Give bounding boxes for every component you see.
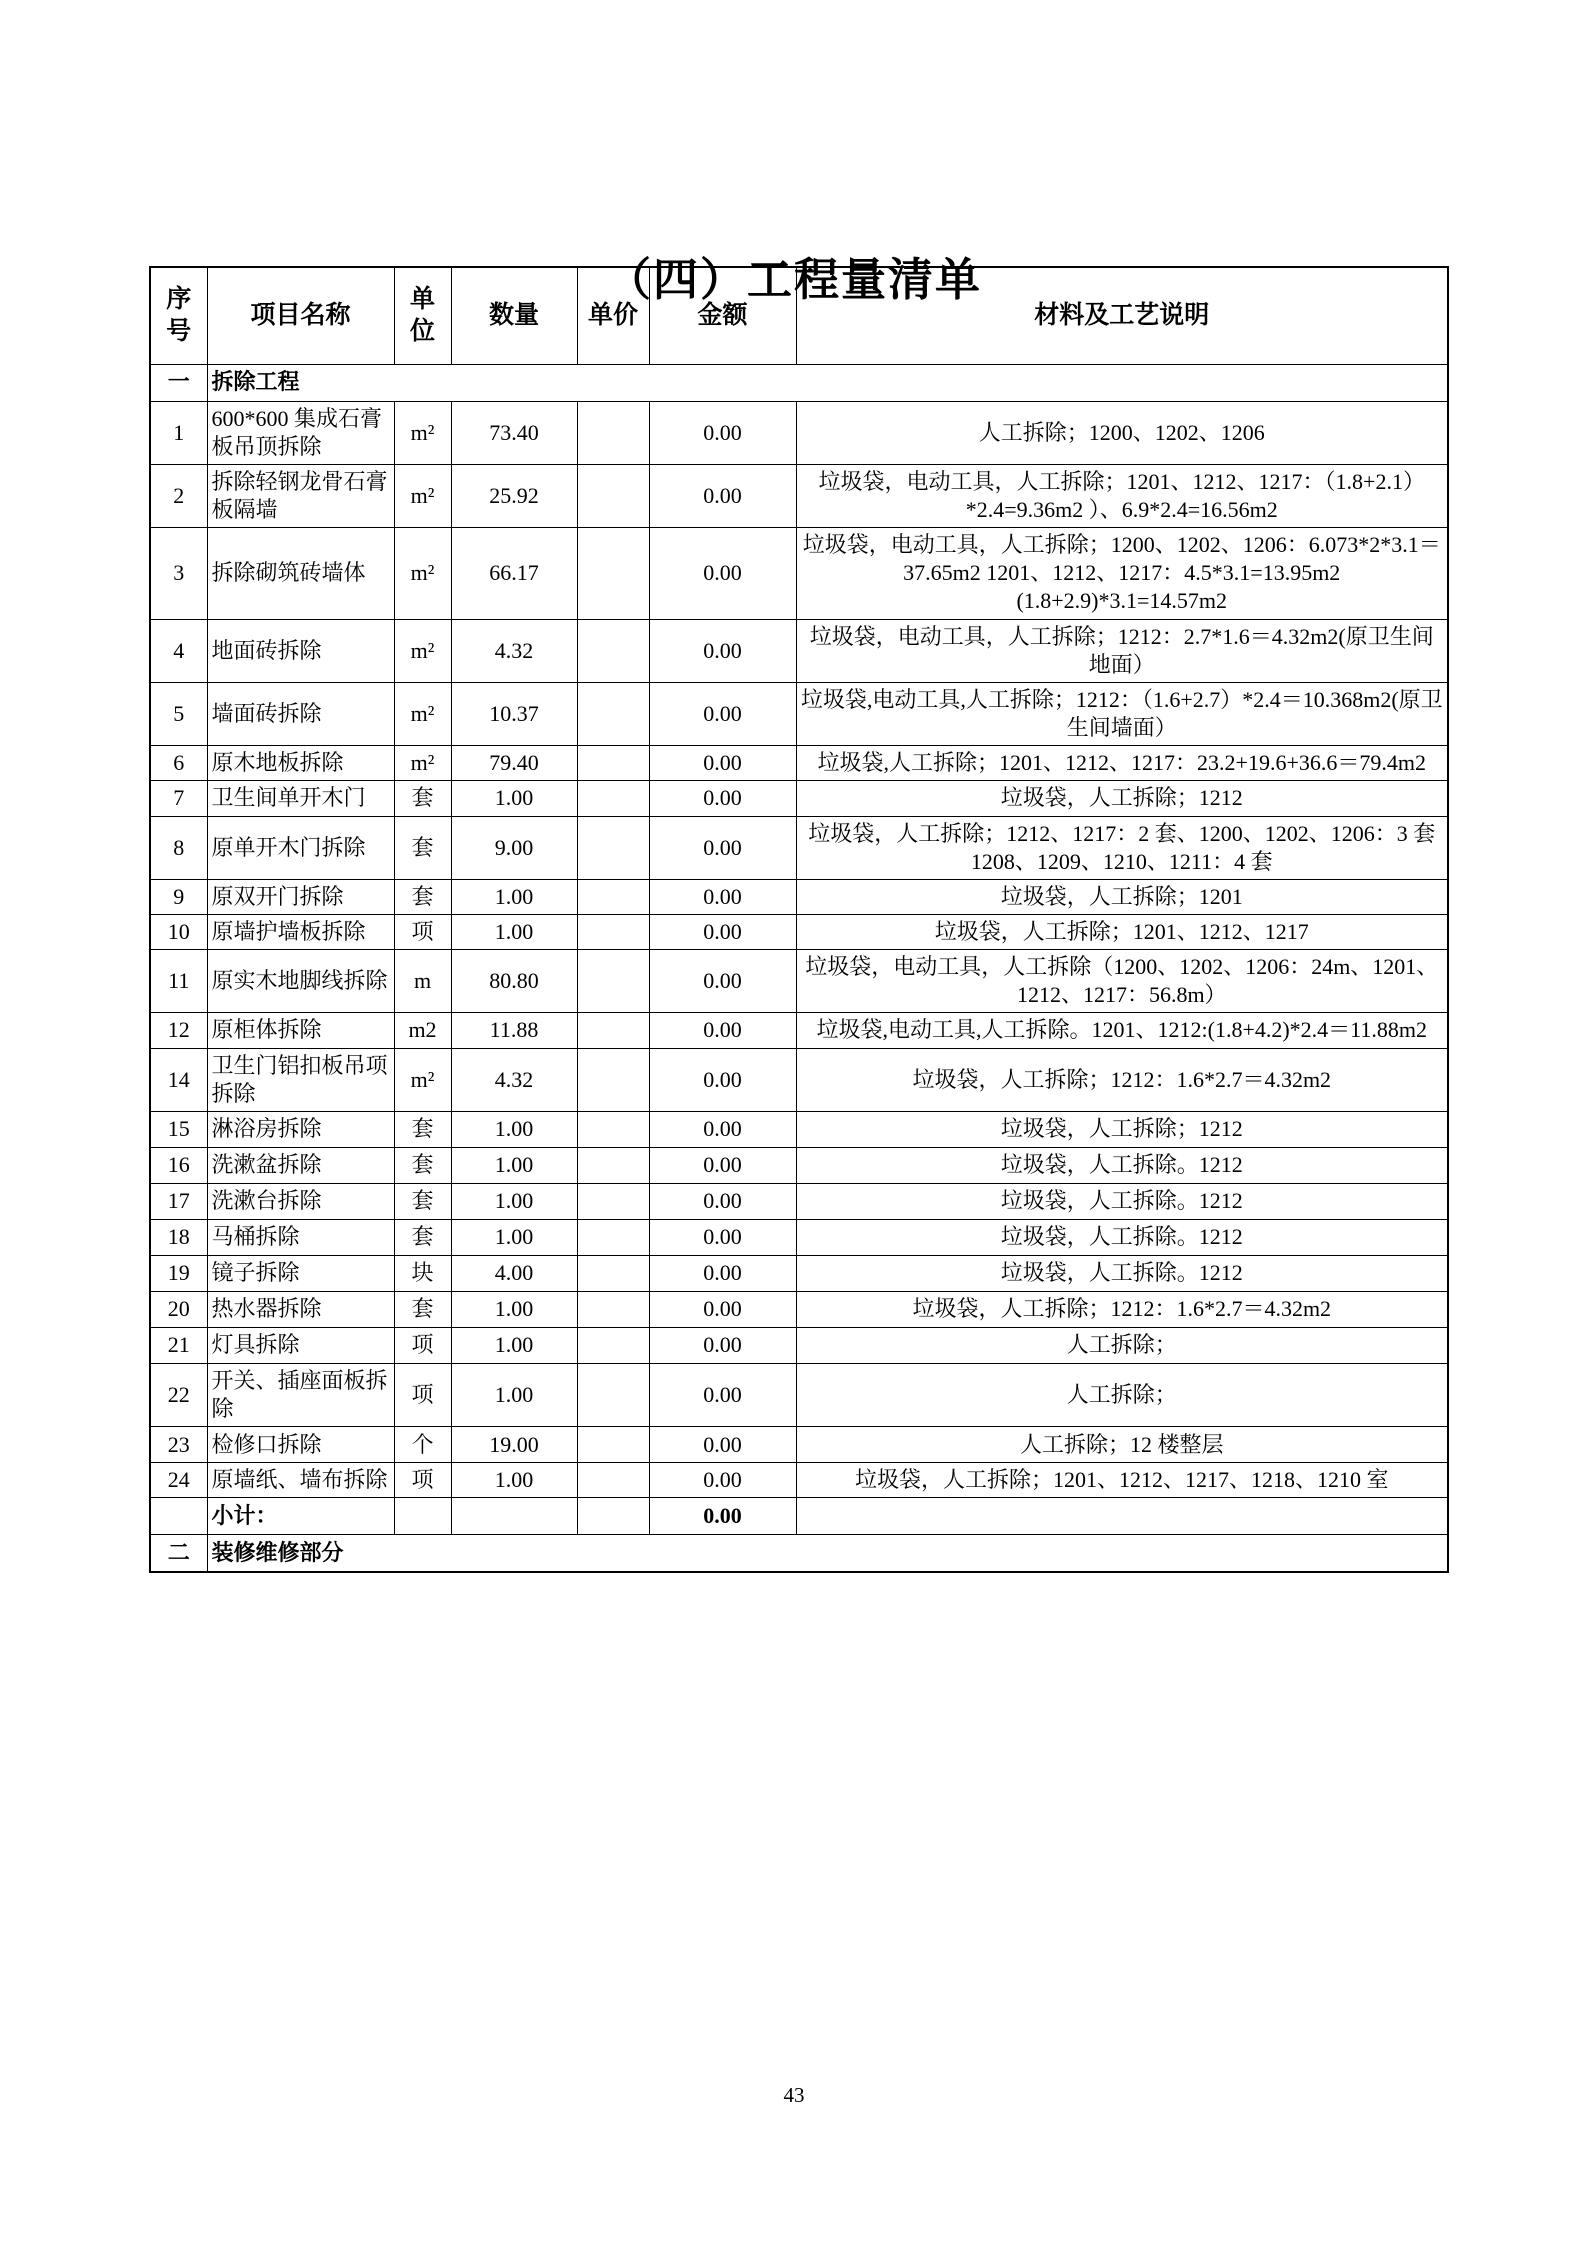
cell-unit-price	[577, 879, 649, 914]
table-row	[150, 528, 1448, 619]
cell-serial: 14	[150, 1048, 207, 1111]
cell-material-process-note: 垃圾袋，人工拆除。1212	[796, 1255, 1448, 1291]
cell-quantity: 80.80	[451, 950, 577, 1013]
cell-material-process-note: 垃圾袋，电动工具，人工拆除；1201、1212、1217：（1.8+2.1）*2.4=9.36m2 ）、6.9*2.4=16.56m2	[796, 464, 1448, 527]
cell-item-name: 灯具拆除	[207, 1327, 394, 1363]
cell-serial: 22	[150, 1363, 207, 1426]
table-row	[150, 781, 1448, 816]
cell-quantity: 1.00	[451, 1363, 577, 1426]
table-row	[150, 879, 1448, 914]
cell-serial: 2	[150, 464, 207, 527]
cell-amount: 0.00	[649, 1147, 796, 1183]
table-row	[150, 746, 1448, 781]
cell-amount: 0.00	[649, 682, 796, 745]
cell-unit-price	[577, 1327, 649, 1363]
cell-unit: 项	[394, 1463, 451, 1498]
table-row	[150, 1147, 1448, 1183]
cell-material-process-note: 垃圾袋，人工拆除。1212	[796, 1183, 1448, 1219]
column-header-6: 材料及工艺说明	[796, 267, 1448, 364]
cell-amount: 0.00	[649, 1363, 796, 1426]
cell-serial: 16	[150, 1147, 207, 1183]
cell-amount: 0.00	[649, 1013, 796, 1048]
table-body	[150, 364, 1448, 1572]
cell-material-process-note: 垃圾袋，电动工具，人工拆除（1200、1202、1206：24m、1201、1212、1217：56.8m）	[796, 950, 1448, 1013]
table-row	[150, 619, 1448, 682]
cell-quantity: 66.17	[451, 528, 577, 619]
cell-section-name: 装修维修部分	[207, 1535, 1448, 1572]
cell-unit: m²	[394, 401, 451, 464]
cell-material-process-note: 垃圾袋，人工拆除；1212：1.6*2.7＝4.32m2	[796, 1291, 1448, 1327]
cell-material-process-note: 人工拆除；	[796, 1327, 1448, 1363]
cell-unit: 块	[394, 1255, 451, 1291]
cell-item-name: 原双开门拆除	[207, 879, 394, 914]
cell-item-name: 洗漱台拆除	[207, 1183, 394, 1219]
cell-serial: 24	[150, 1463, 207, 1498]
cell-amount: 0.00	[649, 1183, 796, 1219]
cell-amount: 0.00	[649, 1327, 796, 1363]
table-row	[150, 1463, 1448, 1498]
cell-item-name: 墙面砖拆除	[207, 682, 394, 745]
cell-unit-price	[577, 950, 649, 1013]
cell-item-name: 原柜体拆除	[207, 1013, 394, 1048]
cell-material-process-note: 垃圾袋,人工拆除；1201、1212、1217：23.2+19.6+36.6＝79.4m2	[796, 746, 1448, 781]
page-number: 43	[783, 2083, 805, 2107]
cell-quantity: 10.37	[451, 682, 577, 745]
cell-unit-price	[577, 1363, 649, 1426]
cell-amount: 0.00	[649, 1291, 796, 1327]
cell-amount: 0.00	[649, 401, 796, 464]
cell-unit: 套	[394, 1111, 451, 1147]
cell-unit: 套	[394, 879, 451, 914]
cell-item-name: 原单开木门拆除	[207, 816, 394, 879]
cell-unit: 项	[394, 1327, 451, 1363]
cell-serial: 23	[150, 1427, 207, 1463]
cell-serial: 21	[150, 1327, 207, 1363]
cell-unit-price	[577, 1498, 649, 1535]
cell-item-name: 拆除轻钢龙骨石膏板隔墙	[207, 464, 394, 527]
cell-unit: m²	[394, 682, 451, 745]
cell-serial: 4	[150, 619, 207, 682]
cell-unit: 个	[394, 1427, 451, 1463]
cell-quantity: 4.00	[451, 1255, 577, 1291]
cell-amount: 0.00	[649, 619, 796, 682]
cell-quantity: 1.00	[451, 1183, 577, 1219]
cell-amount: 0.00	[649, 464, 796, 527]
cell-unit: m	[394, 950, 451, 1013]
cell-quantity: 1.00	[451, 1327, 577, 1363]
cell-item-name: 600*600 集成石膏板吊顶拆除	[207, 401, 394, 464]
table-row	[150, 1183, 1448, 1219]
cell-unit: 套	[394, 1183, 451, 1219]
cell-item-name: 原墙纸、墙布拆除	[207, 1463, 394, 1498]
subtotal-row	[150, 1498, 1448, 1535]
cell-unit-price	[577, 1463, 649, 1498]
cell-unit: 项	[394, 915, 451, 950]
cell-item-name: 开关、插座面板拆除	[207, 1363, 394, 1426]
cell-unit-price	[577, 1147, 649, 1183]
cell-material-process-note: 垃圾袋，人工拆除；1201、1212、1217、1218、1210 室	[796, 1463, 1448, 1498]
bill-of-quantities-table	[149, 266, 1449, 1573]
cell-amount: 0.00	[649, 1498, 796, 1535]
cell-material-process-note: 垃圾袋，人工拆除。1212	[796, 1147, 1448, 1183]
cell-unit-price	[577, 619, 649, 682]
cell-material-process-note: 垃圾袋，人工拆除；1212	[796, 1111, 1448, 1147]
cell-unit-price	[577, 1291, 649, 1327]
column-header-4: 单价	[577, 267, 649, 364]
cell-material-process-note: 垃圾袋，人工拆除；1201	[796, 879, 1448, 914]
cell-unit: m²	[394, 619, 451, 682]
cell-item-name: 检修口拆除	[207, 1427, 394, 1463]
cell-unit	[394, 1498, 451, 1535]
cell-amount: 0.00	[649, 1463, 796, 1498]
cell-amount: 0.00	[649, 781, 796, 816]
cell-material-process-note: 垃圾袋,电动工具,人工拆除。1201、1212:(1.8+4.2)*2.4＝11.88m2	[796, 1013, 1448, 1048]
cell-amount: 0.00	[649, 1048, 796, 1111]
cell-amount: 0.00	[649, 1255, 796, 1291]
cell-serial: 20	[150, 1291, 207, 1327]
cell-unit-price	[577, 464, 649, 527]
cell-item-name: 拆除砌筑砖墙体	[207, 528, 394, 619]
cell-amount: 0.00	[649, 746, 796, 781]
cell-quantity	[451, 1498, 577, 1535]
cell-amount: 0.00	[649, 915, 796, 950]
page-title: （四）工程量清单	[605, 255, 982, 305]
cell-unit-price	[577, 746, 649, 781]
cell-item-name: 原实木地脚线拆除	[207, 950, 394, 1013]
table-row	[150, 1327, 1448, 1363]
section-row	[150, 1535, 1448, 1572]
cell-unit-price	[577, 1427, 649, 1463]
cell-unit: m2	[394, 1013, 451, 1048]
cell-item-name: 卫生间单开木门	[207, 781, 394, 816]
cell-serial: 1	[150, 401, 207, 464]
cell-quantity: 11.88	[451, 1013, 577, 1048]
column-header-1: 项目名称	[207, 267, 394, 364]
cell-quantity: 4.32	[451, 619, 577, 682]
cell-unit-price	[577, 915, 649, 950]
cell-section-name: 拆除工程	[207, 364, 1448, 401]
cell-item-name: 原墙护墙板拆除	[207, 915, 394, 950]
cell-item-name: 原木地板拆除	[207, 746, 394, 781]
cell-unit-price	[577, 1013, 649, 1048]
cell-unit-price	[577, 682, 649, 745]
cell-serial: 12	[150, 1013, 207, 1048]
cell-serial: 9	[150, 879, 207, 914]
cell-quantity: 1.00	[451, 1219, 577, 1255]
cell-quantity: 25.92	[451, 464, 577, 527]
cell-amount: 0.00	[649, 950, 796, 1013]
cell-item-name: 小计：	[207, 1498, 394, 1535]
cell-amount: 0.00	[649, 528, 796, 619]
cell-item-name: 地面砖拆除	[207, 619, 394, 682]
table-row	[150, 1291, 1448, 1327]
table-row	[150, 1427, 1448, 1463]
cell-amount: 0.00	[649, 1219, 796, 1255]
table-row	[150, 464, 1448, 527]
cell-serial: 3	[150, 528, 207, 619]
table-row	[150, 682, 1448, 745]
table-row	[150, 1013, 1448, 1048]
cell-amount: 0.00	[649, 816, 796, 879]
column-header-3: 数量	[451, 267, 577, 364]
cell-unit: m²	[394, 746, 451, 781]
cell-serial: 7	[150, 781, 207, 816]
cell-unit: 套	[394, 781, 451, 816]
cell-unit: 套	[394, 1219, 451, 1255]
cell-quantity: 1.00	[451, 879, 577, 914]
cell-unit-price	[577, 401, 649, 464]
cell-item-name: 淋浴房拆除	[207, 1111, 394, 1147]
cell-quantity: 1.00	[451, 915, 577, 950]
column-header-0: 序号	[150, 267, 207, 364]
cell-quantity: 1.00	[451, 781, 577, 816]
cell-unit-price	[577, 1048, 649, 1111]
cell-serial: 5	[150, 682, 207, 745]
cell-serial: 一	[150, 364, 207, 401]
cell-material-process-note: 人工拆除；	[796, 1363, 1448, 1426]
table-row	[150, 1363, 1448, 1426]
cell-unit-price	[577, 1183, 649, 1219]
cell-material-process-note: 垃圾袋，电动工具，人工拆除；1200、1202、1206：6.073*2*3.1＝37.65m2 1201、1212、1217：4.5*3.1=13.95m2 (1.8+2.9)*3.1=14.57m2	[796, 528, 1448, 619]
cell-quantity: 73.40	[451, 401, 577, 464]
column-header-5: 金额	[649, 267, 796, 364]
cell-serial: 6	[150, 746, 207, 781]
cell-item-name: 镜子拆除	[207, 1255, 394, 1291]
cell-unit-price	[577, 816, 649, 879]
cell-serial: 19	[150, 1255, 207, 1291]
cell-unit-price	[577, 781, 649, 816]
column-header-2: 单位	[394, 267, 451, 364]
cell-quantity: 79.40	[451, 746, 577, 781]
cell-unit: m²	[394, 1048, 451, 1111]
cell-serial: 10	[150, 915, 207, 950]
cell-material-process-note: 垃圾袋,电动工具,人工拆除；1212：（1.6+2.7）*2.4＝10.368m2(原卫生间墙面）	[796, 682, 1448, 745]
cell-amount: 0.00	[649, 879, 796, 914]
cell-unit: 套	[394, 1291, 451, 1327]
cell-material-process-note	[796, 1498, 1448, 1535]
cell-quantity: 1.00	[451, 1291, 577, 1327]
cell-material-process-note: 垃圾袋，人工拆除；1212：1.6*2.7＝4.32m2	[796, 1048, 1448, 1111]
cell-serial: 二	[150, 1535, 207, 1572]
cell-unit: m²	[394, 528, 451, 619]
table-row	[150, 1219, 1448, 1255]
cell-material-process-note: 人工拆除；12 楼整层	[796, 1427, 1448, 1463]
cell-unit: 套	[394, 1147, 451, 1183]
cell-serial: 8	[150, 816, 207, 879]
cell-item-name: 洗漱盆拆除	[207, 1147, 394, 1183]
table-row	[150, 1255, 1448, 1291]
cell-unit: 套	[394, 816, 451, 879]
cell-quantity: 1.00	[451, 1111, 577, 1147]
cell-serial: 15	[150, 1111, 207, 1147]
table-row	[150, 401, 1448, 464]
section-row	[150, 364, 1448, 401]
cell-quantity: 1.00	[451, 1147, 577, 1183]
table-row	[150, 915, 1448, 950]
cell-amount: 0.00	[649, 1427, 796, 1463]
cell-serial: 17	[150, 1183, 207, 1219]
cell-serial: 18	[150, 1219, 207, 1255]
cell-material-process-note: 垃圾袋，人工拆除；1212、1217：2 套、1200、1202、1206：3 套 1208、1209、1210、1211：4 套	[796, 816, 1448, 879]
table-row	[150, 816, 1448, 879]
cell-unit-price	[577, 1219, 649, 1255]
cell-item-name: 马桶拆除	[207, 1219, 394, 1255]
cell-material-process-note: 垃圾袋，人工拆除；1201、1212、1217	[796, 915, 1448, 950]
cell-serial	[150, 1498, 207, 1535]
cell-quantity: 19.00	[451, 1427, 577, 1463]
cell-serial: 11	[150, 950, 207, 1013]
cell-amount: 0.00	[649, 1111, 796, 1147]
cell-quantity: 1.00	[451, 1463, 577, 1498]
cell-material-process-note: 垃圾袋，人工拆除；1212	[796, 781, 1448, 816]
cell-material-process-note: 人工拆除；1200、1202、1206	[796, 401, 1448, 464]
table-header-row	[150, 267, 1448, 364]
cell-unit-price	[577, 528, 649, 619]
table-row	[150, 1048, 1448, 1111]
table-row	[150, 950, 1448, 1013]
cell-item-name: 热水器拆除	[207, 1291, 394, 1327]
cell-quantity: 4.32	[451, 1048, 577, 1111]
cell-item-name: 卫生门铝扣板吊项拆除	[207, 1048, 394, 1111]
table-row	[150, 1111, 1448, 1147]
cell-unit: m²	[394, 464, 451, 527]
cell-unit-price	[577, 1111, 649, 1147]
cell-unit-price	[577, 1255, 649, 1291]
cell-unit: 项	[394, 1363, 451, 1426]
cell-material-process-note: 垃圾袋，人工拆除。1212	[796, 1219, 1448, 1255]
cell-quantity: 9.00	[451, 816, 577, 879]
cell-material-process-note: 垃圾袋，电动工具，人工拆除；1212：2.7*1.6＝4.32m2(原卫生间地面）	[796, 619, 1448, 682]
